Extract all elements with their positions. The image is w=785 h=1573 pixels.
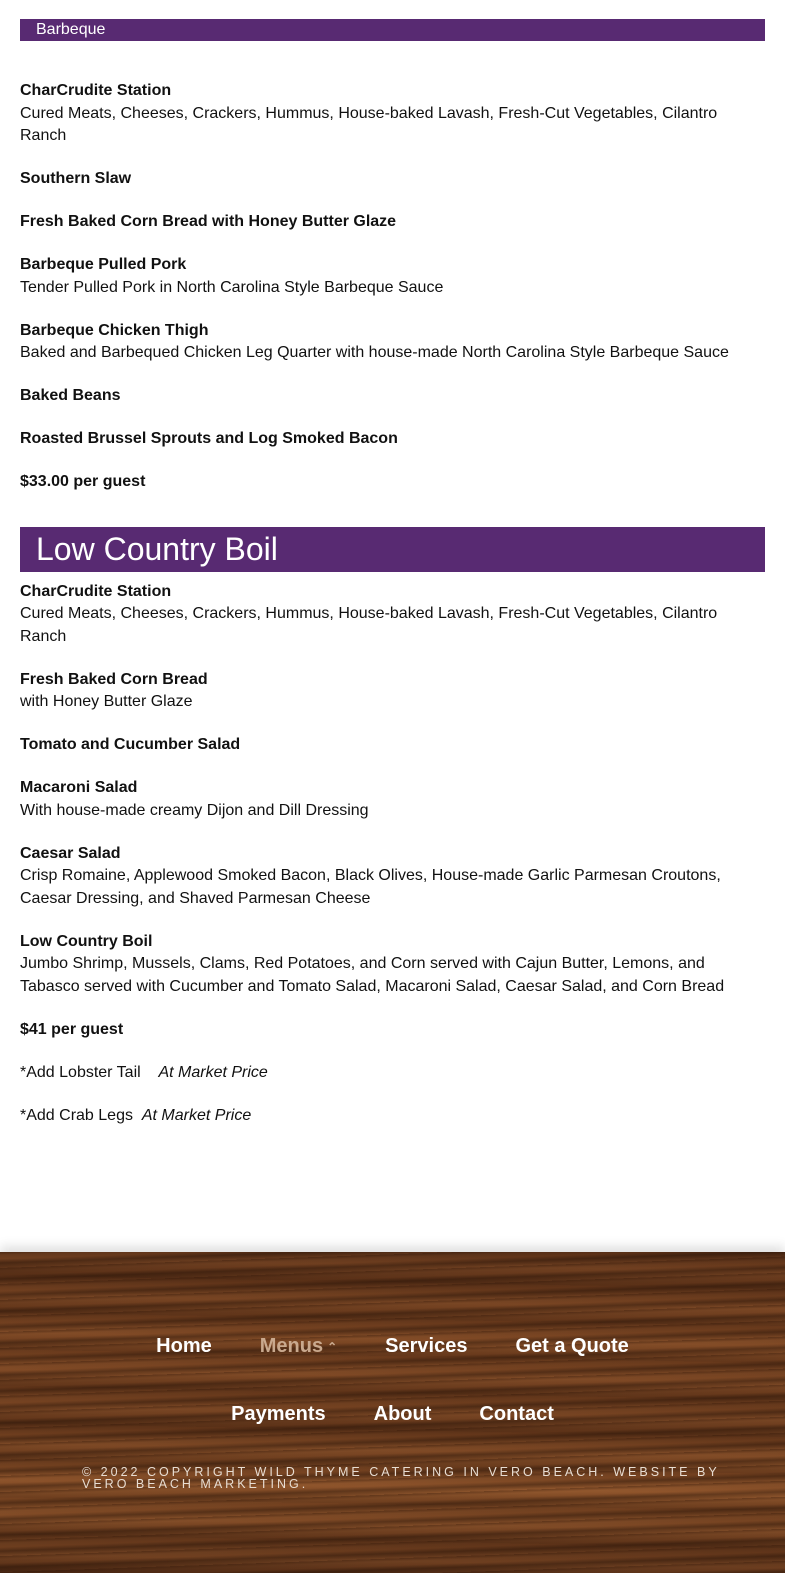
site-footer — [0, 1252, 785, 1573]
menu-item-description: With house-made creamy Dijon and Dill Dressing — [20, 801, 369, 819]
menu-item-title: Caesar Salad — [20, 844, 121, 862]
menu-item-title: Low Country Boil — [20, 932, 153, 950]
menu-item — [20, 385, 765, 408]
low-country-boil-menu — [20, 581, 765, 1128]
menu-item-title: Roasted Brussel Sprouts and Log Smoked Bacon — [20, 430, 398, 447]
addon-price-note: At Market Price — [158, 1063, 268, 1081]
menu-item-title: Macaroni Salad — [20, 779, 138, 796]
menu-item — [20, 734, 765, 757]
menu-item-description: Crisp Romaine, Applewood Smoked Bacon, Black Olives, House-made Garlic Parmesan Croutons, Caesar Dressing, and Shaved Parmesan Cheese — [20, 867, 721, 907]
chevron-up-icon: ⌃ — [327, 1339, 338, 1354]
nav-menus-label: Menus — [259, 1335, 324, 1357]
footer-nav-secondary — [0, 1402, 785, 1426]
menu-item-title: Fresh Baked Corn Bread — [20, 670, 208, 688]
menu-item — [20, 211, 765, 234]
barbeque-price: $33.00 per guest — [20, 473, 146, 490]
menu-item-description: Cured Meats, Cheeses, Crackers, Hummus, House-baked Lavash, Fresh-Cut Vegetables, Cilantro Ranch — [20, 104, 718, 144]
menu-item-description: Jumbo Shrimp, Mussels, Clams, Red Potatoes, and Corn served with Cajun Butter, Lemons, and Tabasco served with Cucumber and Tomato Salad, Macaroni Salad, Caesar Salad, and Corn Bread — [20, 955, 725, 995]
nav-menus[interactable] — [260, 1334, 337, 1359]
menu-content — [20, 19, 765, 1127]
menu-item-description: Cured Meats, Cheeses, Crackers, Hummus, House-baked Lavash, Fresh-Cut Vegetables, Cilantro Ranch — [20, 605, 718, 645]
copyright-text: © 2022 COPYRIGHT WILD THYME CATERING IN VERO BEACH. WEBSITE BY VERO BEACH MARKETING. — [82, 1465, 720, 1491]
addon-price-note: At Market Price — [141, 1106, 252, 1124]
menu-item-description: Baked and Barbequed Chicken Leg Quarter with house-made North Carolina Style Barbeque Sauce — [20, 344, 729, 361]
menu-item — [20, 428, 765, 451]
nav-about[interactable]: About — [373, 1403, 432, 1425]
menu-item — [20, 320, 765, 365]
menu-item-title: Barbeque Pulled Pork — [20, 256, 187, 273]
addon-label: *Add Lobster Tail — [20, 1063, 141, 1081]
nav-contact[interactable]: Contact — [479, 1403, 554, 1425]
low-country-boil-price: $41 per guest — [20, 1020, 124, 1038]
nav-home[interactable]: Home — [156, 1335, 212, 1357]
menu-item-title: Barbeque Chicken Thigh — [20, 321, 209, 339]
menu-item-title: CharCrudite Station — [20, 82, 172, 99]
menu-item — [20, 669, 765, 714]
low-country-boil-heading: Low Country Boil — [20, 527, 765, 572]
menu-item-description: with Honey Butter Glaze — [20, 693, 193, 710]
menu-item — [20, 254, 765, 299]
nav-services[interactable]: Services — [385, 1335, 468, 1357]
addon-label: *Add Crab Legs — [20, 1106, 133, 1124]
addon-lobster-tail — [20, 1062, 765, 1085]
menu-item-title: Tomato and Cucumber Salad — [20, 736, 241, 753]
menu-item-title: Southern Slaw — [20, 170, 132, 187]
menu-item — [20, 581, 765, 649]
nav-get-a-quote[interactable]: Get a Quote — [515, 1335, 629, 1357]
menu-item — [20, 80, 765, 148]
barbeque-heading: Barbeque — [20, 19, 765, 41]
menu-item — [20, 931, 765, 999]
menu-item-description: Tender Pulled Pork in North Carolina Style Barbeque Sauce — [20, 278, 444, 296]
barbeque-menu — [20, 80, 765, 494]
menu-item — [20, 777, 765, 822]
menu-item — [20, 168, 765, 191]
nav-payments[interactable]: Payments — [231, 1403, 326, 1425]
menu-item — [20, 843, 765, 911]
menu-item-title: Baked Beans — [20, 387, 121, 404]
menu-item-title: CharCrudite Station — [20, 582, 172, 600]
menu-item-title: Fresh Baked Corn Bread with Honey Butter Glaze — [20, 213, 397, 230]
footer-nav-primary — [0, 1334, 785, 1359]
addon-crab-legs — [20, 1105, 765, 1128]
